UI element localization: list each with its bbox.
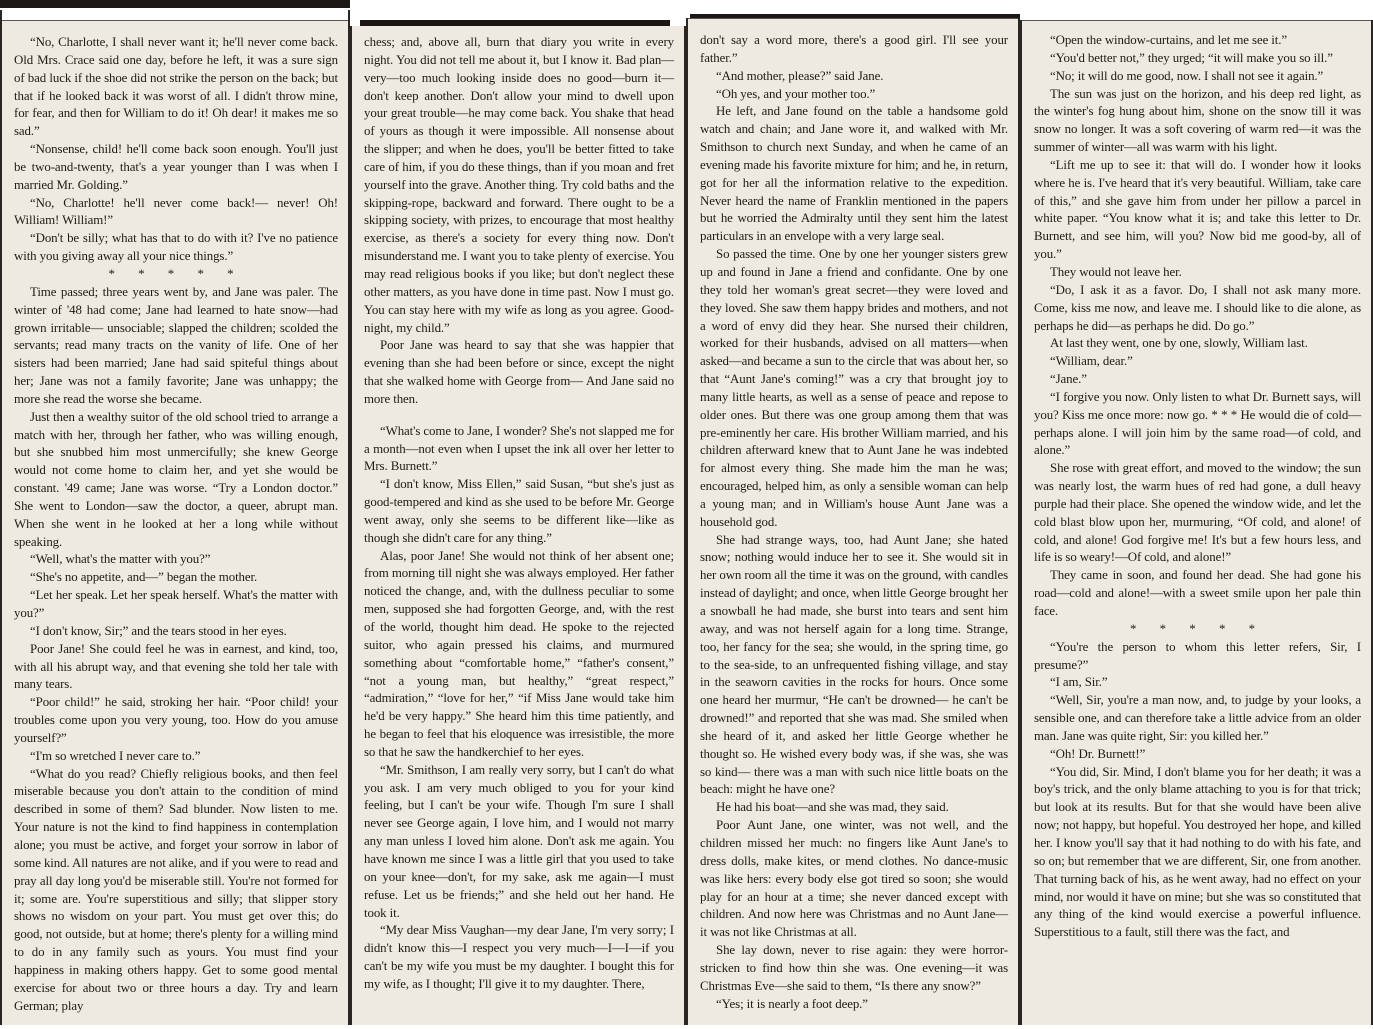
paragraph: “You'd better not,” they urged; “it will make you so ill.” bbox=[1050, 50, 1333, 65]
paragraph: “Nonsense, child! he'll come back soon enough. You'll just be two-and-twenty, that's a year younger than I was when I married Mr. Golding.” bbox=[14, 142, 338, 192]
column-2 bbox=[350, 26, 686, 1025]
paragraph: “I forgive you now. Only listen to what Dr. Burnett says, will you? Kiss me once more: now go. * * * He would die of cold—perhaps alone. I will join him by the same road—of cold, and alone.” bbox=[1034, 389, 1361, 458]
paragraph: don't say a word more, there's a good girl. I'll see your father.” bbox=[700, 33, 1008, 65]
paragraph: “Lift me up to see it: that will do. I wonder how it looks where he is. I've heard that it's very beautiful. William, take care of this,” and she gave him from under her pillow a parcel in white paper. “You know what it is; and take this letter to Dr. Burnett, and see him, will you? Now bid me good-by, all of you.” bbox=[1034, 157, 1361, 262]
paragraph: Just then a wealthy suitor of the old school tried to arrange a match with her, through her father, who was willing enough, but she snubbed him most unmercifully; she knew George would not come home to claim her, and yet she would be constant. '49 came; Jane was worse. “Try a London doctor.” She went to London—saw the doctor, a queer, abrupt man. When she went in he looked at her a long while without speaking. bbox=[14, 409, 338, 549]
paragraph: Poor Aunt Jane, one winter, was not well, and the children missed her much: no fingers like Aunt Jane's to dress dolls, make kites, or mend clothes. No dance-music was like hers: every body else got tired so soon; she would play for an hour at a time; she never danced except with children. And now here was Christmas and no Aunt Jane— it was not like Christmas at all. bbox=[700, 818, 1008, 940]
section-break: * * * * * bbox=[1129, 621, 1266, 636]
paragraph: She rose with great effort, and moved to the window; the sun was nearly lost, the warm hues of red had gone, a dull heavy purple had their place. She opened the window wide, and let the cold blast blow upon her, murmuring, “Of cold, and alone! of cold, and alone! God forgive me! It's but a few hours less, and life is so weary!—Of cold, and alone!” bbox=[1034, 461, 1361, 565]
paragraph: Time passed; three years went by, and Jane was paler. The winter of '48 had come; Jane had learned to hate snow—had grown irritable— unsociable; slapped the children; scolded the servants; read many tracts on the vanity of life. One of her sisters had been married; Jane had said spiteful things about her; Jane was not a family favorite; Jane was unhappy; the more she read the worse she became. bbox=[14, 284, 338, 406]
paragraph: “I'm so wretched I never care to.” bbox=[30, 748, 201, 763]
paragraph: “She's no appetite, and—” began the mother. bbox=[30, 570, 258, 585]
paragraph: “And mother, please?” said Jane. bbox=[716, 68, 884, 83]
paragraph: “Oh yes, and your mother too.” bbox=[716, 86, 876, 101]
column-1 bbox=[0, 10, 350, 1025]
paragraph: “No, Charlotte, I shall never want it; he'll never come back. Old Mrs. Crace said one day, before he left, it was a sure sign of bad luck if the shoe did not strike the person on the back; but that if he looked back it was worst of all. I didn't throw mine, for fear, and then for William to do it! Oh dear! it makes me so sad.” bbox=[14, 35, 338, 139]
paragraph: “Yes; it is nearly a foot deep.” bbox=[716, 996, 868, 1011]
paragraph: They would not leave her. bbox=[1050, 264, 1182, 279]
paragraph: “Do, I ask it as a favor. Do, I shall not ask many more. Come, kiss me now, and leave me. I should like to die alone, as perhaps he did—as perhaps he did. Do go.” bbox=[1034, 282, 1361, 333]
column-2-text bbox=[364, 34, 674, 994]
paragraph: “Poor child!” he said, stroking her hair. “Poor child! your troubles come upon you very young, too. How do you amuse yourself?” bbox=[14, 695, 338, 745]
paragraph: So passed the time. One by one her younger sisters grew up and found in Jane a friend and confidante. One by one they told her woman's great secret—they were loved and they loved. She saw them happy brides and mothers, and not a word of envy did they hear. She nursed their children, worked for their husbands, advised on all matters—when asked—and became a sun to the circle that was about her, so that “Aunt Jane's coming!” was a cry that brought joy to many little hearts, as well as a sense of peace and repose to older ones. But there was one group among them that was pre-eminently her care. His brother William married, and his children afterward knew that to Aunt Jane he was indebted for almost every thing. She made him the man he was; encouraged, helped him, as only a sensible woman can help a young man; and in William's house Aunt Jane was a household god. bbox=[700, 247, 1008, 529]
paragraph: They came in soon, and found her dead. She had gone his road—cold and alone!—with a sweet smile upon her pale thin face. bbox=[1034, 568, 1361, 618]
column-4-text bbox=[1034, 32, 1361, 942]
paragraph: She had strange ways, too, had Aunt Jane; she hated snow; nothing would induce her to see it. She would sit in her own room all the time it was on the ground, with candles instead of daylight; and once, when little George brought her a snowball he had made, she burst into tears and sent him away, and was not herself again for a long time. Strange, too, her fancy for the sea; she would, in the spring time, go to the sea-side, to an unfrequented fishing village, and stay in the seaworn cavities in the rocks for hours. Once some one heard her murmur, “He can't be drowned— he can't be drowned!” and reported that she was mad. She smiled when she heard of it, and asked her little George whether he thought so. He wished every body was, if she was, she was so kind— there was a man with such nice little boats on the beach: might he have one? bbox=[700, 532, 1008, 797]
paragraph: “What do you read? Chiefly religious books, and then feel miserable because you don't attain to the condition of mind described in some of them? Sad blunder. Now listen to me. Your nature is not the kind to find happiness in contemplation alone; you must be active, and forget your sorrow in labor of some kind. All natures are not alike, and if you were to read and pray all day long you'd be miserable still. You're not formed for it; some are. You're superstitious and silly; that slipper story shows no wisdom on your part. You must get over this; do good, not outside, but at home; there's plenty for a willing mind to do in any family such as yours. You must find your happiness in making others happy. Get to some good mental exercise for about two or three hours a day. Try and learn German; play bbox=[14, 766, 338, 1013]
section-break: * * * * * bbox=[108, 266, 244, 281]
column-3-text bbox=[700, 32, 1008, 1013]
paragraph: “No, Charlotte! he'll never come back!— never! Oh! William! William!” bbox=[14, 195, 338, 228]
paragraph: “Oh! Dr. Burnett!” bbox=[1050, 746, 1146, 761]
paragraph: He had his boat—and she was mad, they said. bbox=[716, 800, 949, 815]
paragraph: He left, and Jane found on the table a handsome gold watch and chain; and Jane wore it, and walked with Mr. Smithson to church next Sunday, and when he came of an evening made his favorite mixture for him; and he, in return, got for her all the information relative to the expedition. Never heard the name of Franklin mentioned in the papers but he worried the Admiralty until they sent him the latest particulars in an envelope with a very large seal. bbox=[700, 104, 1008, 244]
paragraph: Alas, poor Jane! She would not think of her absent one; from morning till night she was always employed. Her father noticed the change, and, with the dullness peculiar to some men, supposed she had forgotten George, and, with the rest of the world, thought him dead. He spoke to the rejected suitor, who again pressed his claims, and murmured something about “comfortable home,” “father's consent,” “not a young man, but healthy,” “great respect,” “admiration,” “love for her,” “if Miss Jane would take him he'd be very happy.” She heard him this time patiently, and he began to feel that his eloquence was irresistible, the more so that he saw the handkerchief to her eyes. bbox=[364, 548, 674, 759]
paragraph: “No; it will do me good, now. I shall not see it again.” bbox=[1050, 68, 1324, 83]
top-rule-left bbox=[0, 0, 350, 8]
paragraph: “I don't know, Miss Ellen,” said Susan, “but she's just as good-tempered and kind as she used to be before Mr. George went away, only she seems to be different like—like as though she didn't care for any thing.” bbox=[364, 477, 674, 545]
paragraph: “William, dear.” bbox=[1050, 354, 1133, 369]
paragraph: “What's come to Jane, I wonder? She's not slapped me for a month—not even when I upset the ink all over her letter to Mrs. Burnett.” bbox=[364, 423, 674, 474]
column-4 bbox=[1020, 20, 1373, 1025]
column-1-text bbox=[14, 34, 338, 1015]
paragraph: “I am, Sir.” bbox=[1050, 675, 1108, 690]
paragraph: At last they went, one by one, slowly, William last. bbox=[1050, 336, 1308, 351]
paragraph: “Don't be silly; what has that to do with it? I've no patience with you giving away all your nice things.” bbox=[14, 231, 338, 264]
paragraph: “I don't know, Sir;” and the tears stood in her eyes. bbox=[30, 623, 287, 638]
paragraph: “Well, Sir, you're a man now, and, to judge by your looks, a sensible one, and can therefore take a little advice from an older man. Jane was quite right, Sir: you killed her.” bbox=[1034, 693, 1361, 743]
column-3 bbox=[686, 18, 1020, 1025]
paragraph: “Jane.” bbox=[1050, 372, 1087, 387]
paragraph: “You did, Sir. Mind, I don't blame you for her death; it was a boy's trick, and the only blame attaching to you is for that trick; but look at its results. But for that she would have been alive now; not happy, but hopeful. You destroyed her hope, and killed her. I know you'll say that it had nothing to do with his fate, and so on; but remember that we are different, Sir, one from another. That turning back of his, as he went away, had no effect on your mind, nor would it have on mine; but she was so constituted that any thing of the kind would exercise a powerful influence. Superstitious to a fault, still there was the fact, and bbox=[1034, 764, 1361, 940]
paragraph: “Open the window-curtains, and let me see it.” bbox=[1050, 33, 1288, 47]
paragraph: Poor Jane! She could feel he was in earnest, and kind, too, with all his abrupt way, and that evening she told her tale with many tears. bbox=[14, 641, 338, 692]
paragraph: “My dear Miss Vaughan—my dear Jane, I'm very sorry; I didn't know this—I respect you very much—I—I—if you can't be my wife you must be my daughter. I bought this for my wife, as I thought; I'll give it to my daughter. There, bbox=[364, 923, 674, 991]
paragraph: “Well, what's the matter with you?” bbox=[30, 552, 211, 567]
paragraph: “Let her speak. Let her speak herself. What's the matter with you?” bbox=[14, 588, 338, 620]
paragraph: The sun was just on the horizon, and his deep red light, as the winter's fog hung about him, shone on the snow till it was snow no longer. It was a soft covering of warm red—it was the summer of winter—all was warm with his light. bbox=[1034, 86, 1361, 155]
paragraph: “Mr. Smithson, I am really very sorry, but I can't do what you ask. I am very much obliged to you for your kind feeling, but I can't be your wife. Though I'm sure I shall never see George again, I love him, and I would not marry any man unless I loved him alone. Don't ask me again. You have known me since I was a little girl that you used to take on your knee—don't, for my sake, ask me again—I must refuse. Let us be friends;” and she held out her hand. He took it. bbox=[364, 762, 674, 920]
paragraph: Poor Jane was heard to say that she was happier that evening than she had been before or since, except the night that she walked home with George from— And Jane said no more then. bbox=[364, 338, 674, 406]
paragraph: chess; and, above all, burn that diary you write in every night. You did not tell me about it, but I know it. Bad plan—very—too much looking inside does no good—burn it—don't keep another. Don't allow your mind to dwell upon your great trouble—he may come back. You shake that head of yours as though it were impossible. All nonsense about the slipper; and when he does, you'll be better fitted to take care of him, if you do these things, than if you moan and fret yourself into the grave. Another thing. Try cold baths and the skipping-rope, backward and forward. There ought to be a skipping society, with prizes, to encourage that most healthy exercise, as there's a society for every thing now. Don't misunderstand me. I want you to take plenty of exercise. You may read religious books if you like; but don't neglect these other matters, as you have done in time past. Now I must go. You can stay here with my wife as long as you agree. Good-night, my child.” bbox=[364, 35, 674, 335]
paragraph: “You're the person to whom this letter refers, Sir, I presume?” bbox=[1034, 639, 1361, 672]
paragraph: She lay down, never to rise again: they were horror-stricken to find how thin she was. One evening—it was Christmas Eve—she said to them, “Is there any snow?” bbox=[700, 943, 1008, 993]
